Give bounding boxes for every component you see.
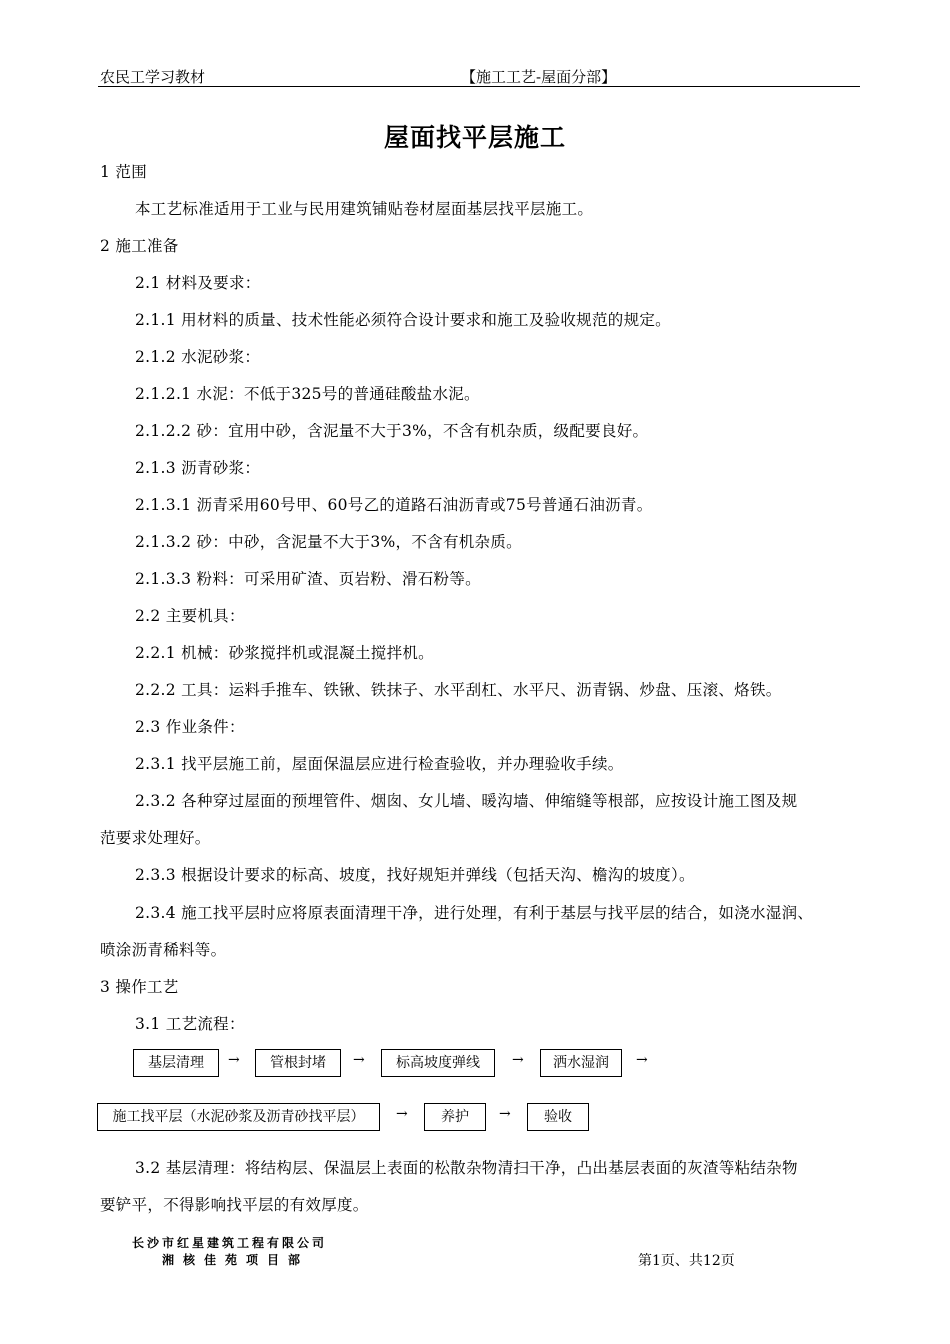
flow-step-water-wetting: 洒水湿润 — [540, 1049, 622, 1077]
text-line: 2.2.1 机械：砂浆搅拌机或混凝土搅拌机。 — [135, 644, 434, 662]
text-line: 2.1.2 水泥砂浆： — [135, 348, 261, 366]
flow-step-curing: 养护 — [424, 1103, 486, 1131]
text-line: 喷涂沥青稀料等。 — [100, 941, 227, 959]
footer-page-number: 第1页、共12页 — [638, 1253, 735, 1269]
text-line: 2.1.3.3 粉料：可采用矿渣、页岩粉、滑石粉等。 — [135, 570, 481, 588]
text-line: 2.3.4 施工找平层时应将原表面清理干净，进行处理，有利于基层与找平层的结合，如浇水湿润、 — [135, 904, 814, 922]
flow-arrow: → — [353, 1052, 365, 1068]
page-header — [98, 62, 860, 87]
document-title: 屋面找平层施工 — [383, 123, 566, 152]
flow-step-acceptance: 验收 — [527, 1103, 589, 1131]
flow-arrow: → — [396, 1106, 408, 1122]
flow-arrow: → — [512, 1052, 524, 1068]
flow-step-base-cleaning: 基层清理 — [133, 1049, 219, 1077]
text-line: 1 范围 — [100, 163, 147, 181]
text-line: 2.1.2.1 水泥：不低于325号的普通硅酸盐水泥。 — [135, 385, 480, 403]
text-line: 2.3.2 各种穿过屋面的预埋管件、烟囱、女儿墙、暖沟墙、伸缩缝等根部，应按设计施工图及规 — [135, 792, 798, 810]
header-left: 农民工学习教材 — [100, 68, 206, 86]
text-line: 本工艺标准适用于工业与民用建筑铺贴卷材屋面基层找平层施工。 — [135, 200, 594, 218]
text-line: 2.1.2.2 砂：宜用中砂，含泥量不大于3%，不含有机杂质，级配要良好。 — [135, 422, 649, 440]
text-line: 2.3.3 根据设计要求的标高、坡度，找好规矩并弹线（包括天沟、檐沟的坡度）。 — [135, 866, 695, 884]
flow-arrow: → — [228, 1052, 240, 1068]
text-line: 2.1.3 沥青砂浆： — [135, 459, 261, 477]
footer-project: 湘核佳苑项目部 — [162, 1253, 310, 1267]
text-line: 3.1 工艺流程： — [135, 1015, 245, 1033]
text-line: 要铲平，不得影响找平层的有效厚度。 — [100, 1196, 369, 1214]
flow-step-pipe-sealing: 管根封堵 — [255, 1049, 341, 1077]
text-line: 2.2.2 工具：运料手推车、铁锹、铁抹子、水平刮杠、水平尺、沥青锅、炒盘、压滚、烙铁。 — [135, 681, 782, 699]
flow-arrow: → — [499, 1106, 511, 1122]
flow-arrow: → — [636, 1052, 648, 1068]
header-center: 【施工工艺-屋面分部】 — [461, 68, 617, 86]
text-line: 2.1.3.1 沥青采用60号甲、60号乙的道路石油沥青或75号普通石油沥青。 — [135, 496, 653, 514]
text-line: 2 施工准备 — [100, 237, 179, 255]
text-line: 2.2 主要机具： — [135, 607, 245, 625]
text-line: 2.3 作业条件： — [135, 718, 245, 736]
flow-step-leveling-layer: 施工找平层（水泥砂浆及沥青砂找平层） — [97, 1103, 380, 1131]
text-line: 2.1.1 用材料的质量、技术性能必须符合设计要求和施工及验收规范的规定。 — [135, 311, 671, 329]
text-line: 3 操作工艺 — [100, 978, 179, 996]
text-line: 2.1 材料及要求： — [135, 274, 261, 292]
text-line: 3.2 基层清理：将结构层、保温层上表面的松散杂物清扫干净，凸出基层表面的灰渣等粘结杂物 — [135, 1159, 798, 1177]
text-line: 范要求处理好。 — [100, 829, 211, 847]
text-line: 2.1.3.2 砂：中砂，含泥量不大于3%，不含有机杂质。 — [135, 533, 522, 551]
footer-company: 长沙市红星建筑工程有限公司 — [132, 1236, 328, 1250]
text-line: 2.3.1 找平层施工前，屋面保温层应进行检查验收，并办理验收手续。 — [135, 755, 624, 773]
flow-step-elevation-marking: 标高坡度弹线 — [381, 1049, 495, 1077]
